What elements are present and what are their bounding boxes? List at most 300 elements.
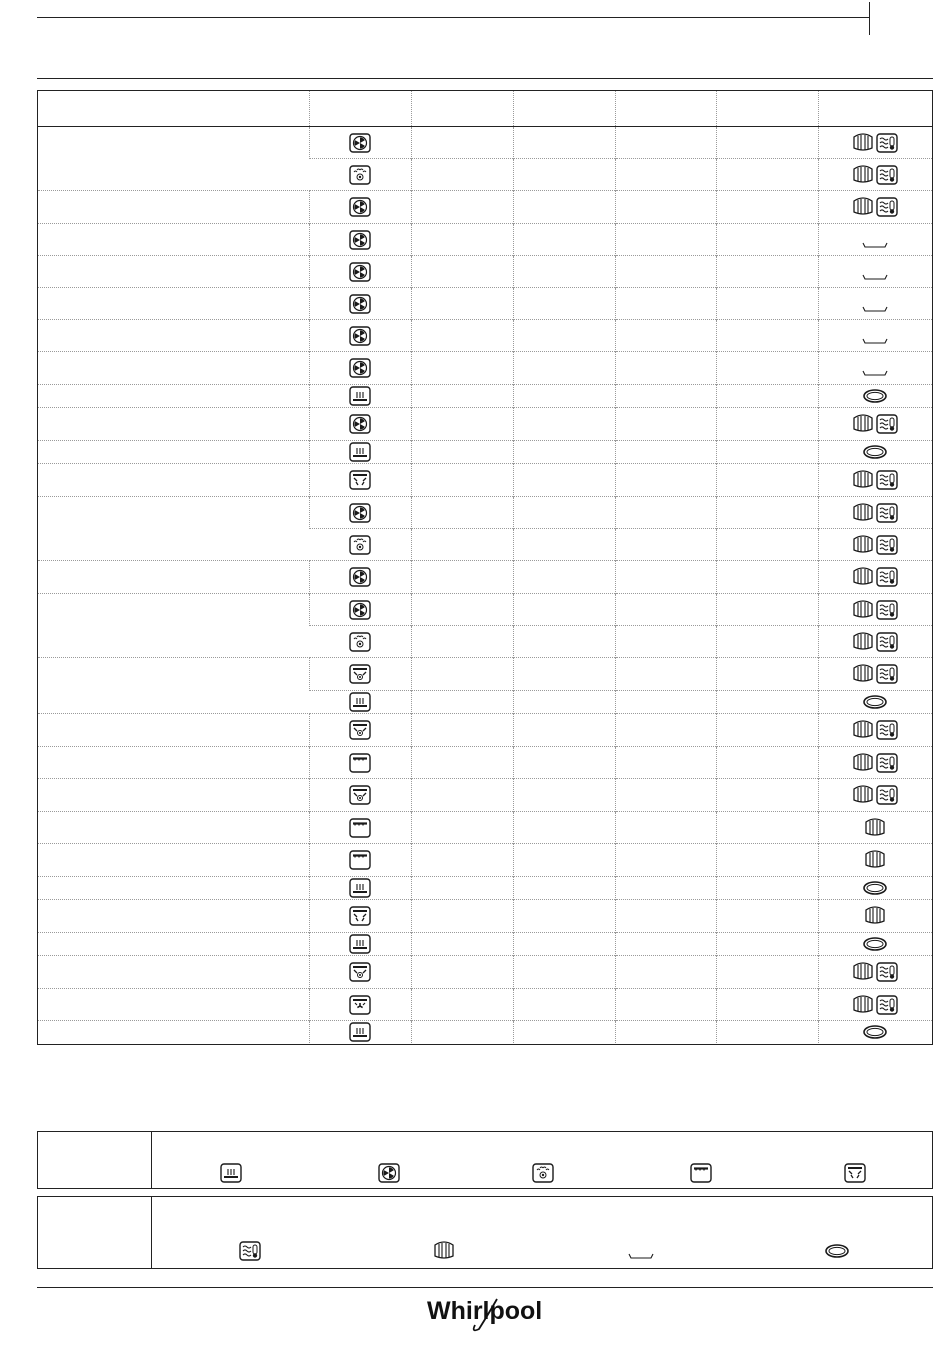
convection-fan-icon: [348, 261, 372, 283]
value-cell: [513, 497, 615, 529]
accessory-cell: [818, 159, 932, 191]
function-cell: [309, 191, 411, 224]
legend-grill: [843, 1162, 867, 1184]
function-cell: [309, 224, 411, 256]
grid-icon: [851, 663, 875, 685]
grid-icon: [432, 1240, 456, 1262]
grid-icon: [851, 566, 875, 588]
function-cell: [309, 747, 411, 779]
column-header-5: [716, 91, 818, 127]
grid-icon: [863, 817, 887, 839]
value-cell: [615, 1021, 716, 1044]
food-cell: [38, 747, 309, 779]
table-row: [38, 1021, 932, 1044]
value-cell: [716, 464, 818, 497]
whirlpool-logo: [427, 1293, 547, 1335]
fan-ring-heater-icon: [348, 534, 372, 556]
accessory-cell: [818, 594, 932, 626]
function-cell: [309, 385, 411, 408]
grill-icon: [348, 905, 372, 927]
food-cell: [38, 497, 309, 561]
value-cell: [615, 408, 716, 441]
table-row: [38, 900, 932, 933]
accessory-cell: [818, 933, 932, 956]
value-cell: [513, 812, 615, 844]
grid-icon: [851, 719, 875, 741]
value-cell: [716, 256, 818, 288]
fan-ring-heater-icon: [348, 164, 372, 186]
tray-icon: [875, 534, 899, 556]
bottom-heater-icon: [348, 691, 372, 713]
value-cell: [716, 561, 818, 594]
value-cell: [513, 1021, 615, 1044]
function-cell: [309, 658, 411, 691]
legend-fan-ring-heater: [531, 1162, 555, 1184]
value-cell: [411, 844, 513, 877]
food-cell: [38, 594, 309, 658]
value-cell: [513, 626, 615, 658]
table-row: [38, 844, 932, 877]
bottom-heater-icon: [348, 933, 372, 955]
legend-crisp-plate: [824, 1240, 850, 1262]
tray-icon: [875, 132, 899, 154]
convection-fan-icon: [348, 599, 372, 621]
accessory-cell: [818, 191, 932, 224]
value-cell: [411, 159, 513, 191]
value-cell: [615, 561, 716, 594]
value-cell: [513, 989, 615, 1021]
grid-icon: [851, 132, 875, 154]
function-cell: [309, 497, 411, 529]
food-cell: [38, 956, 309, 989]
value-cell: [615, 497, 716, 529]
baking-tray-icon: [861, 261, 889, 283]
accessory-cell: [818, 320, 932, 352]
value-cell: [716, 594, 818, 626]
value-cell: [716, 497, 818, 529]
value-cell: [615, 747, 716, 779]
value-cell: [411, 900, 513, 933]
tray-icon: [875, 196, 899, 218]
convection-fan-icon: [348, 196, 372, 218]
value-cell: [615, 441, 716, 464]
value-cell: [513, 408, 615, 441]
value-cell: [411, 529, 513, 561]
value-cell: [411, 812, 513, 844]
legend-convection-fan: [377, 1162, 401, 1184]
value-cell: [716, 900, 818, 933]
function-cell: [309, 691, 411, 714]
tray-icon: [875, 413, 899, 435]
value-cell: [615, 933, 716, 956]
tray-icon: [875, 752, 899, 774]
value-cell: [411, 441, 513, 464]
value-cell: [615, 844, 716, 877]
header-bottom-rule: [37, 78, 933, 79]
function-cell: [309, 320, 411, 352]
value-cell: [513, 561, 615, 594]
value-cell: [615, 385, 716, 408]
value-cell: [615, 594, 716, 626]
table-row: [38, 497, 932, 529]
value-cell: [615, 900, 716, 933]
convection-fan-icon: [348, 229, 372, 251]
value-cell: [513, 529, 615, 561]
column-header-0: [38, 91, 309, 127]
function-cell: [309, 159, 411, 191]
accessory-cell: [818, 900, 932, 933]
table-row: [38, 594, 932, 626]
function-cell: [309, 714, 411, 747]
value-cell: [411, 956, 513, 989]
value-cell: [411, 352, 513, 385]
table-row: [38, 288, 932, 320]
value-cell: [716, 714, 818, 747]
accessory-cell: [818, 779, 932, 812]
value-cell: [411, 989, 513, 1021]
value-cell: [411, 747, 513, 779]
convection-fan-icon: [348, 413, 372, 435]
bottom-heater-icon: [348, 441, 372, 463]
grid-icon: [851, 994, 875, 1016]
table-row: [38, 127, 932, 159]
value-cell: [411, 1021, 513, 1044]
value-cell: [513, 714, 615, 747]
food-cell: [38, 320, 309, 352]
value-cell: [615, 256, 716, 288]
function-cell: [309, 352, 411, 385]
baking-tray-icon: [861, 357, 889, 379]
food-cell: [38, 779, 309, 812]
table-row: [38, 779, 932, 812]
value-cell: [716, 658, 818, 691]
table-row: [38, 224, 932, 256]
function-cell: [309, 812, 411, 844]
value-cell: [716, 1021, 818, 1044]
accessory-cell: [818, 877, 932, 900]
grill-icon: [348, 469, 372, 491]
value-cell: [716, 408, 818, 441]
table-row: [38, 877, 932, 900]
food-cell: [38, 256, 309, 288]
grid-icon: [851, 961, 875, 983]
grid-icon: [863, 849, 887, 871]
function-cell: [309, 594, 411, 626]
accessory-cell: [818, 408, 932, 441]
value-cell: [716, 844, 818, 877]
function-cell: [309, 844, 411, 877]
legend-bottom-heater: [219, 1162, 243, 1184]
value-cell: [513, 747, 615, 779]
accessory-cell: [818, 956, 932, 989]
footer-rule: [37, 1287, 933, 1288]
food-cell: [38, 385, 309, 408]
value-cell: [615, 320, 716, 352]
grid-icon: [851, 534, 875, 556]
value-cell: [716, 288, 818, 320]
value-cell: [513, 956, 615, 989]
table-row: [38, 320, 932, 352]
value-cell: [615, 529, 716, 561]
grid-icon: [851, 502, 875, 524]
header-top-rule: [37, 17, 870, 18]
crisp-plate-icon: [862, 877, 888, 899]
bottom-heater-icon: [348, 877, 372, 899]
value-cell: [411, 127, 513, 159]
accessory-cell: [818, 497, 932, 529]
convection-fan-icon: [348, 325, 372, 347]
convection-fan-icon: [348, 566, 372, 588]
value-cell: [513, 658, 615, 691]
function-cell: [309, 464, 411, 497]
turbo-grill-icon: [348, 719, 372, 741]
tray-icon: [875, 784, 899, 806]
table-row: [38, 747, 932, 779]
value-cell: [513, 844, 615, 877]
convection-fan-icon: [377, 1162, 401, 1184]
table-row: [38, 352, 932, 385]
table-row: [38, 464, 932, 497]
value-cell: [513, 159, 615, 191]
value-cell: [716, 385, 818, 408]
grid-icon: [851, 413, 875, 435]
tray-icon: [875, 631, 899, 653]
header-corner-tick: [869, 2, 870, 35]
value-cell: [411, 626, 513, 658]
accessory-cell: [818, 714, 932, 747]
value-cell: [716, 320, 818, 352]
value-cell: [716, 159, 818, 191]
value-cell: [615, 352, 716, 385]
tray-icon: [875, 599, 899, 621]
table-row: [38, 191, 932, 224]
legend-tray: [238, 1240, 262, 1262]
value-cell: [513, 691, 615, 714]
grid-icon: [851, 469, 875, 491]
value-cell: [411, 877, 513, 900]
accessory-cell: [818, 464, 932, 497]
value-cell: [716, 779, 818, 812]
value-cell: [615, 224, 716, 256]
value-cell: [411, 691, 513, 714]
value-cell: [411, 288, 513, 320]
function-cell: [309, 127, 411, 159]
grid-icon: [863, 905, 887, 927]
function-cell: [309, 877, 411, 900]
function-cell: [309, 779, 411, 812]
value-cell: [615, 779, 716, 812]
tray-icon: [875, 469, 899, 491]
table-row: [38, 441, 932, 464]
legend-top-heater: [689, 1162, 713, 1184]
table-row: [38, 989, 932, 1021]
accessory-cell: [818, 352, 932, 385]
value-cell: [513, 224, 615, 256]
table-row: [38, 658, 932, 691]
value-cell: [716, 191, 818, 224]
function-legend-label: [38, 1132, 152, 1188]
bottom-heater-icon: [219, 1162, 243, 1184]
value-cell: [411, 224, 513, 256]
value-cell: [716, 812, 818, 844]
value-cell: [615, 159, 716, 191]
accessory-cell: [818, 441, 932, 464]
table-row: [38, 812, 932, 844]
food-cell: [38, 900, 309, 933]
turbo-grill-icon: [348, 784, 372, 806]
value-cell: [411, 320, 513, 352]
value-cell: [513, 385, 615, 408]
function-cell: [309, 561, 411, 594]
value-cell: [615, 877, 716, 900]
convection-fan-icon: [348, 502, 372, 524]
top-heater-icon: [348, 752, 372, 774]
value-cell: [513, 320, 615, 352]
value-cell: [513, 441, 615, 464]
crisp-plate-icon: [862, 1021, 888, 1043]
top-fan-icon: [348, 994, 372, 1016]
value-cell: [615, 812, 716, 844]
value-cell: [411, 779, 513, 812]
value-cell: [411, 385, 513, 408]
value-cell: [411, 714, 513, 747]
value-cell: [411, 594, 513, 626]
food-cell: [38, 812, 309, 844]
accessory-cell: [818, 256, 932, 288]
value-cell: [615, 464, 716, 497]
grid-icon: [851, 164, 875, 186]
food-cell: [38, 877, 309, 900]
bottom-heater-icon: [348, 1021, 372, 1043]
table-row: [38, 256, 932, 288]
crisp-plate-icon: [862, 385, 888, 407]
function-cell: [309, 933, 411, 956]
value-cell: [513, 877, 615, 900]
value-cell: [716, 691, 818, 714]
grid-icon: [851, 784, 875, 806]
tray-icon: [875, 566, 899, 588]
column-header-3: [513, 91, 615, 127]
function-cell: [309, 441, 411, 464]
value-cell: [513, 288, 615, 320]
value-cell: [513, 779, 615, 812]
food-cell: [38, 714, 309, 747]
value-cell: [615, 956, 716, 989]
crisp-plate-icon: [862, 691, 888, 713]
value-cell: [716, 529, 818, 561]
value-cell: [716, 224, 818, 256]
table-row: [38, 408, 932, 441]
grid-icon: [851, 196, 875, 218]
value-cell: [411, 191, 513, 224]
brand-text: Whirlpool: [427, 1297, 543, 1325]
value-cell: [716, 127, 818, 159]
grid-icon: [851, 631, 875, 653]
accessory-cell: [818, 747, 932, 779]
bottom-heater-icon: [348, 385, 372, 407]
table-row: [38, 956, 932, 989]
food-cell: [38, 408, 309, 441]
fan-ring-heater-icon: [531, 1162, 555, 1184]
convection-fan-icon: [348, 357, 372, 379]
value-cell: [411, 658, 513, 691]
function-cell: [309, 408, 411, 441]
value-cell: [615, 191, 716, 224]
food-cell: [38, 224, 309, 256]
food-cell: [38, 1021, 309, 1044]
accessory-legend-label: [38, 1197, 152, 1268]
food-cell: [38, 288, 309, 320]
tray-icon: [875, 994, 899, 1016]
tray-icon: [875, 719, 899, 741]
food-cell: [38, 127, 309, 191]
value-cell: [716, 933, 818, 956]
value-cell: [716, 956, 818, 989]
value-cell: [716, 747, 818, 779]
value-cell: [716, 352, 818, 385]
column-header-6: [818, 91, 932, 127]
grid-icon: [851, 599, 875, 621]
value-cell: [513, 191, 615, 224]
accessory-cell: [818, 529, 932, 561]
cooking-table: [37, 90, 933, 1045]
grill-icon: [843, 1162, 867, 1184]
column-header-4: [615, 91, 716, 127]
value-cell: [513, 900, 615, 933]
table-row: [38, 561, 932, 594]
value-cell: [411, 497, 513, 529]
value-cell: [411, 408, 513, 441]
accessory-legend: [37, 1196, 933, 1269]
function-cell: [309, 956, 411, 989]
food-cell: [38, 561, 309, 594]
value-cell: [513, 464, 615, 497]
value-cell: [716, 989, 818, 1021]
food-cell: [38, 933, 309, 956]
legend-grid: [432, 1240, 456, 1262]
value-cell: [716, 877, 818, 900]
baking-tray-icon: [627, 1240, 655, 1262]
function-cell: [309, 626, 411, 658]
function-cell: [309, 256, 411, 288]
accessory-cell: [818, 1021, 932, 1044]
value-cell: [615, 691, 716, 714]
table-row: [38, 933, 932, 956]
value-cell: [513, 127, 615, 159]
accessory-cell: [818, 385, 932, 408]
accessory-cell: [818, 561, 932, 594]
value-cell: [615, 288, 716, 320]
value-cell: [716, 441, 818, 464]
value-cell: [411, 933, 513, 956]
table-row: [38, 714, 932, 747]
value-cell: [615, 658, 716, 691]
column-header-1: [309, 91, 411, 127]
top-heater-icon: [348, 817, 372, 839]
food-cell: [38, 352, 309, 385]
column-header-2: [411, 91, 513, 127]
food-cell: [38, 464, 309, 497]
grid-icon: [851, 752, 875, 774]
tray-icon: [238, 1240, 262, 1262]
convection-fan-icon: [348, 132, 372, 154]
accessory-cell: [818, 224, 932, 256]
accessory-cell: [818, 626, 932, 658]
value-cell: [615, 127, 716, 159]
baking-tray-icon: [861, 293, 889, 315]
crisp-plate-icon: [862, 441, 888, 463]
baking-tray-icon: [861, 325, 889, 347]
